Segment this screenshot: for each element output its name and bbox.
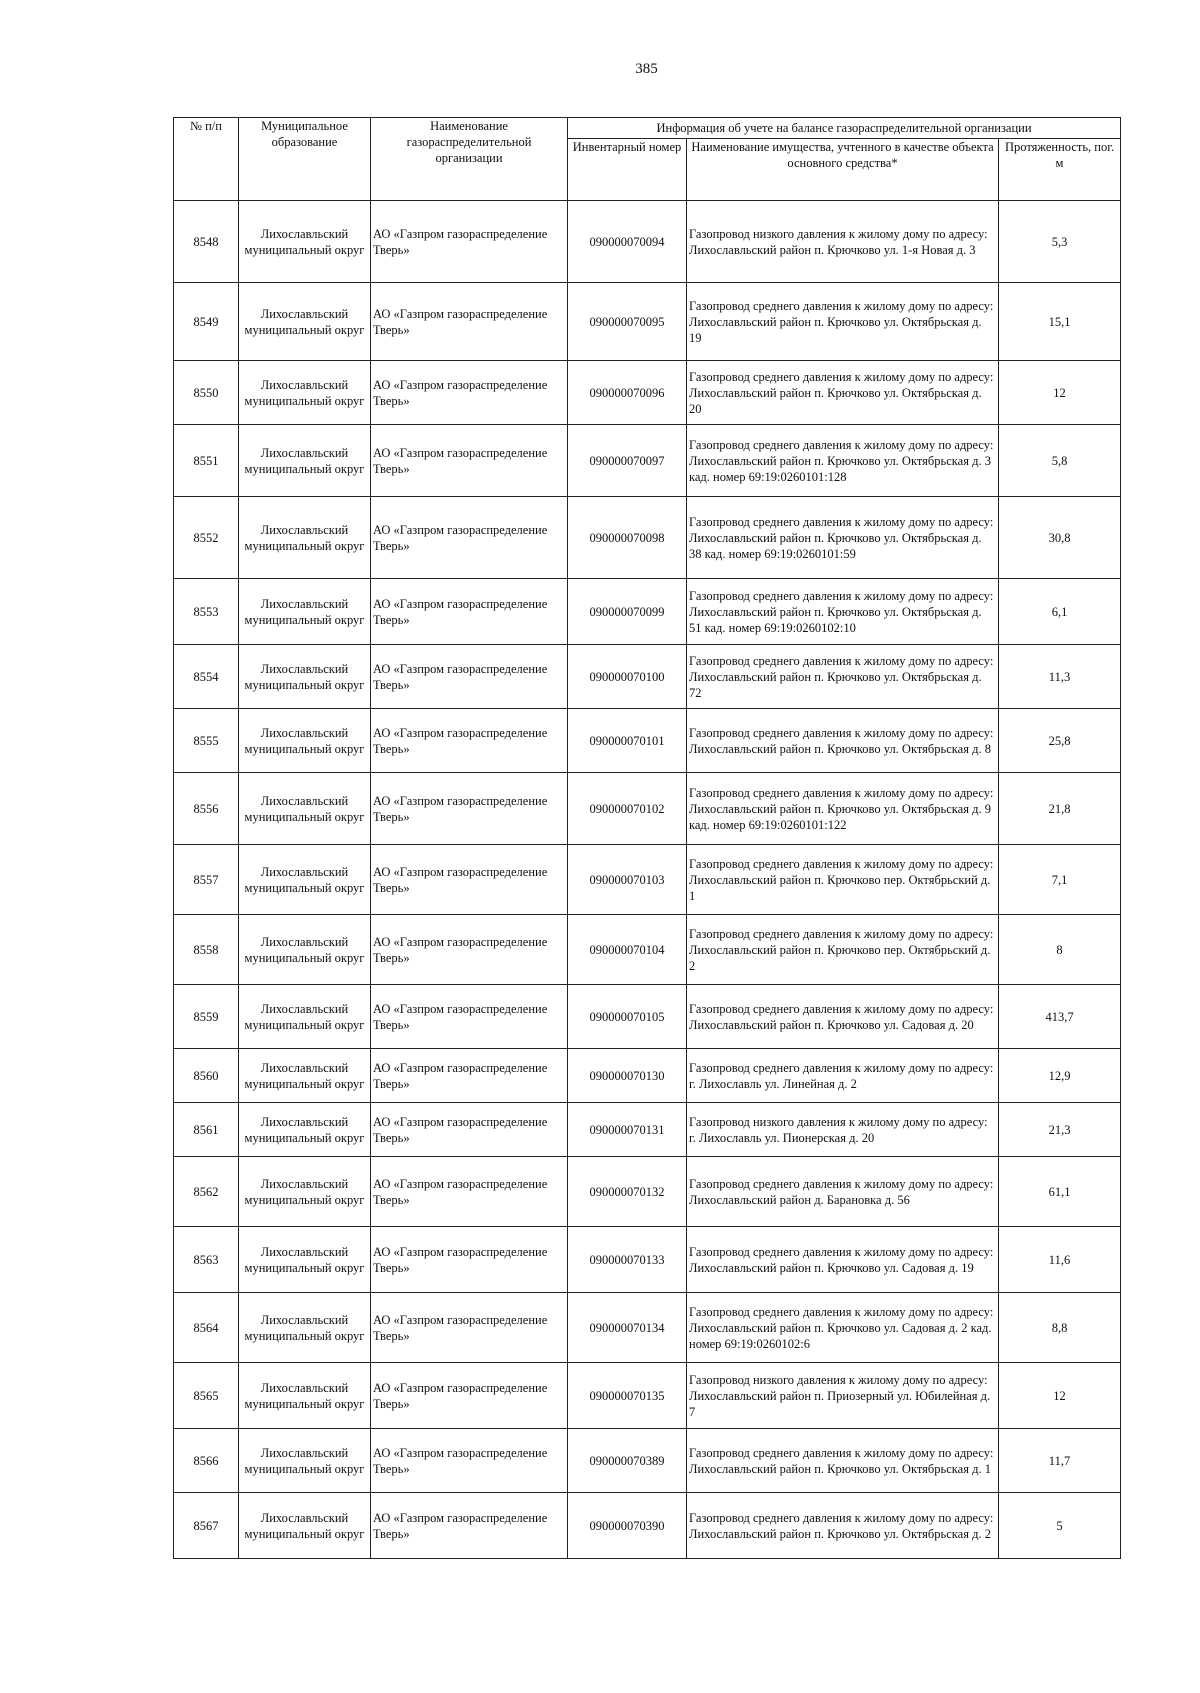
row-length: 61,1 [999, 1157, 1121, 1227]
row-length: 8 [999, 915, 1121, 985]
row-number: 8549 [174, 283, 239, 361]
table-row [174, 497, 1121, 579]
row-organization: АО «Газпром газораспределение Тверь» [371, 497, 568, 579]
row-organization: АО «Газпром газораспределение Тверь» [371, 1493, 568, 1559]
row-organization: АО «Газпром газораспределение Тверь» [371, 1157, 568, 1227]
table-row [174, 1103, 1121, 1157]
row-number: 8551 [174, 425, 239, 497]
row-inventory-number: 090000070103 [568, 845, 687, 915]
row-municipality: Лихославльский муниципальный округ [239, 361, 371, 425]
row-number: 8567 [174, 1493, 239, 1559]
row-length: 21,8 [999, 773, 1121, 845]
row-property-name: Газопровод среднего давления к жилому дому по адресу: г. Лихославль ул. Линейная д. 2 [687, 1049, 999, 1103]
row-inventory-number: 090000070100 [568, 645, 687, 709]
row-inventory-number: 090000070389 [568, 1429, 687, 1493]
row-property-name: Газопровод среднего давления к жилому дому по адресу: Лихославльский район п. Крючково ул. Октябрьская д. 19 [687, 283, 999, 361]
row-number: 8563 [174, 1227, 239, 1293]
row-number: 8558 [174, 915, 239, 985]
row-length: 30,8 [999, 497, 1121, 579]
header-length: Протяженность, пог. м [999, 139, 1121, 201]
row-municipality: Лихославльский муниципальный округ [239, 1157, 371, 1227]
row-inventory-number: 090000070133 [568, 1227, 687, 1293]
row-property-name: Газопровод среднего давления к жилому дому по адресу: Лихославльский район п. Крючково пер. Октябрьский д. 1 [687, 845, 999, 915]
header-num: № п/п [174, 118, 239, 201]
row-number: 8564 [174, 1293, 239, 1363]
row-property-name: Газопровод среднего давления к жилому дому по адресу: Лихославльский район п. Крючково ул. Октябрьская д. 20 [687, 361, 999, 425]
row-property-name: Газопровод среднего давления к жилому дому по адресу: Лихославльский район п. Крючково ул. Октябрьская д. 72 [687, 645, 999, 709]
row-inventory-number: 090000070094 [568, 201, 687, 283]
table-row [174, 985, 1121, 1049]
table-body [174, 201, 1121, 1559]
page-number: 385 [635, 61, 658, 77]
row-length: 7,1 [999, 845, 1121, 915]
table-row [174, 1429, 1121, 1493]
row-property-name: Газопровод низкого давления к жилому дому по адресу: г. Лихославль ул. Пионерская д. 20 [687, 1103, 999, 1157]
row-number: 8556 [174, 773, 239, 845]
row-number: 8552 [174, 497, 239, 579]
row-property-name: Газопровод среднего давления к жилому дому по адресу: Лихославльский район п. Крючково ул. Октябрьская д. 3 кад. номер 69:19:0260101:128 [687, 425, 999, 497]
row-inventory-number: 090000070105 [568, 985, 687, 1049]
table-header [174, 118, 1121, 201]
row-municipality: Лихославльский муниципальный округ [239, 1227, 371, 1293]
row-organization: АО «Газпром газораспределение Тверь» [371, 283, 568, 361]
row-property-name: Газопровод низкого давления к жилому дому по адресу: Лихославльский район п. Приозерный ул. Юбилейная д. 7 [687, 1363, 999, 1429]
table-row [174, 1227, 1121, 1293]
row-number: 8554 [174, 645, 239, 709]
row-number: 8565 [174, 1363, 239, 1429]
row-inventory-number: 090000070131 [568, 1103, 687, 1157]
row-property-name: Газопровод среднего давления к жилому дому по адресу: Лихославльский район п. Крючково ул. Октябрьская д. 9 кад. номер 69:19:0260101:122 [687, 773, 999, 845]
row-number: 8560 [174, 1049, 239, 1103]
row-inventory-number: 090000070095 [568, 283, 687, 361]
row-organization: АО «Газпром газораспределение Тверь» [371, 915, 568, 985]
row-municipality: Лихославльский муниципальный округ [239, 1103, 371, 1157]
table-row [174, 709, 1121, 773]
row-property-name: Газопровод среднего давления к жилому дому по адресу: Лихославльский район п. Крючково ул. Садовая д. 20 [687, 985, 999, 1049]
row-organization: АО «Газпром газораспределение Тверь» [371, 1049, 568, 1103]
table-row [174, 845, 1121, 915]
row-length: 12 [999, 1363, 1121, 1429]
row-property-name: Газопровод среднего давления к жилому дому по адресу: Лихославльский район д. Барановка д. 56 [687, 1157, 999, 1227]
row-length: 11,6 [999, 1227, 1121, 1293]
header-organization: Наименование газораспределительной организации [371, 118, 568, 201]
row-inventory-number: 090000070097 [568, 425, 687, 497]
row-property-name: Газопровод среднего давления к жилому дому по адресу: Лихославльский район п. Крючково ул. Октябрьская д. 38 кад. номер 69:19:0260101:59 [687, 497, 999, 579]
row-organization: АО «Газпром газораспределение Тверь» [371, 709, 568, 773]
row-municipality: Лихославльский муниципальный округ [239, 1049, 371, 1103]
row-length: 11,3 [999, 645, 1121, 709]
row-property-name: Газопровод среднего давления к жилому дому по адресу: Лихославльский район п. Крючково ул. Октябрьская д. 1 [687, 1429, 999, 1493]
row-organization: АО «Газпром газораспределение Тверь» [371, 1363, 568, 1429]
row-number: 8559 [174, 985, 239, 1049]
row-length: 15,1 [999, 283, 1121, 361]
row-organization: АО «Газпром газораспределение Тверь» [371, 645, 568, 709]
header-balance-info-group: Информация об учете на балансе газораспределительной организации [568, 118, 1121, 139]
row-inventory-number: 090000070135 [568, 1363, 687, 1429]
row-number: 8550 [174, 361, 239, 425]
row-municipality: Лихославльский муниципальный округ [239, 985, 371, 1049]
row-municipality: Лихославльский муниципальный округ [239, 1429, 371, 1493]
row-organization: АО «Газпром газораспределение Тверь» [371, 579, 568, 645]
row-number: 8562 [174, 1157, 239, 1227]
row-number: 8566 [174, 1429, 239, 1493]
row-length: 5,3 [999, 201, 1121, 283]
row-number: 8557 [174, 845, 239, 915]
row-municipality: Лихославльский муниципальный округ [239, 915, 371, 985]
row-municipality: Лихославльский муниципальный округ [239, 1493, 371, 1559]
table-row [174, 579, 1121, 645]
row-property-name: Газопровод среднего давления к жилому дому по адресу: Лихославльский район п. Крючково ул. Садовая д. 19 [687, 1227, 999, 1293]
row-length: 5 [999, 1493, 1121, 1559]
table-row [174, 1049, 1121, 1103]
row-organization: АО «Газпром газораспределение Тверь» [371, 361, 568, 425]
row-property-name: Газопровод среднего давления к жилому дому по адресу: Лихославльский район п. Крючково ул. Октябрьская д. 2 [687, 1493, 999, 1559]
header-inventory: Инвентарный номер [568, 139, 687, 201]
row-property-name: Газопровод среднего давления к жилому дому по адресу: Лихославльский район п. Крючково ул. Октябрьская д. 8 [687, 709, 999, 773]
row-inventory-number: 090000070390 [568, 1493, 687, 1559]
row-inventory-number: 090000070098 [568, 497, 687, 579]
row-municipality: Лихославльский муниципальный округ [239, 709, 371, 773]
table-row [174, 645, 1121, 709]
row-municipality: Лихославльский муниципальный округ [239, 283, 371, 361]
row-inventory-number: 090000070134 [568, 1293, 687, 1363]
row-organization: АО «Газпром газораспределение Тверь» [371, 1103, 568, 1157]
header-municipality: Муниципальное образование [239, 118, 371, 201]
table-row [174, 773, 1121, 845]
row-inventory-number: 090000070104 [568, 915, 687, 985]
table-row [174, 915, 1121, 985]
row-municipality: Лихославльский муниципальный округ [239, 845, 371, 915]
row-number: 8555 [174, 709, 239, 773]
row-inventory-number: 090000070102 [568, 773, 687, 845]
row-municipality: Лихославльский муниципальный округ [239, 201, 371, 283]
row-municipality: Лихославльский муниципальный округ [239, 425, 371, 497]
row-inventory-number: 090000070130 [568, 1049, 687, 1103]
row-municipality: Лихославльский муниципальный округ [239, 773, 371, 845]
header-property-name: Наименование имущества, учтенного в качестве объекта основного средства* [687, 139, 999, 201]
row-organization: АО «Газпром газораспределение Тверь» [371, 1429, 568, 1493]
row-organization: АО «Газпром газораспределение Тверь» [371, 845, 568, 915]
row-property-name: Газопровод среднего давления к жилому дому по адресу: Лихославльский район п. Крючково ул. Садовая д. 2 кад. номер 69:19:0260102:6 [687, 1293, 999, 1363]
row-number: 8548 [174, 201, 239, 283]
table-row [174, 1363, 1121, 1429]
row-municipality: Лихославльский муниципальный округ [239, 497, 371, 579]
row-property-name: Газопровод низкого давления к жилому дому по адресу: Лихославльский район п. Крючково ул. 1-я Новая д. 3 [687, 201, 999, 283]
table-row [174, 1293, 1121, 1363]
table-row [174, 1493, 1121, 1559]
row-organization: АО «Газпром газораспределение Тверь» [371, 985, 568, 1049]
row-inventory-number: 090000070132 [568, 1157, 687, 1227]
row-length: 12 [999, 361, 1121, 425]
table-row [174, 361, 1121, 425]
row-number: 8553 [174, 579, 239, 645]
row-length: 6,1 [999, 579, 1121, 645]
row-property-name: Газопровод среднего давления к жилому дому по адресу: Лихославльский район п. Крючково ул. Октябрьская д. 51 кад. номер 69:19:0260102:10 [687, 579, 999, 645]
row-length: 8,8 [999, 1293, 1121, 1363]
row-organization: АО «Газпром газораспределение Тверь» [371, 1227, 568, 1293]
row-inventory-number: 090000070096 [568, 361, 687, 425]
table-row [174, 201, 1121, 283]
row-municipality: Лихославльский муниципальный округ [239, 1293, 371, 1363]
row-length: 12,9 [999, 1049, 1121, 1103]
row-property-name: Газопровод среднего давления к жилому дому по адресу: Лихославльский район п. Крючково пер. Октябрьский д. 2 [687, 915, 999, 985]
row-municipality: Лихославльский муниципальный округ [239, 1363, 371, 1429]
table-row [174, 283, 1121, 361]
row-length: 413,7 [999, 985, 1121, 1049]
gas-pipeline-registry-table [173, 117, 1121, 1559]
row-inventory-number: 090000070101 [568, 709, 687, 773]
row-inventory-number: 090000070099 [568, 579, 687, 645]
table-row [174, 425, 1121, 497]
row-length: 5,8 [999, 425, 1121, 497]
row-number: 8561 [174, 1103, 239, 1157]
row-municipality: Лихославльский муниципальный округ [239, 645, 371, 709]
row-municipality: Лихославльский муниципальный округ [239, 579, 371, 645]
row-length: 11,7 [999, 1429, 1121, 1493]
row-organization: АО «Газпром газораспределение Тверь» [371, 425, 568, 497]
table-row [174, 1157, 1121, 1227]
row-length: 25,8 [999, 709, 1121, 773]
row-organization: АО «Газпром газораспределение Тверь» [371, 1293, 568, 1363]
row-length: 21,3 [999, 1103, 1121, 1157]
row-organization: АО «Газпром газораспределение Тверь» [371, 773, 568, 845]
row-organization: АО «Газпром газораспределение Тверь» [371, 201, 568, 283]
